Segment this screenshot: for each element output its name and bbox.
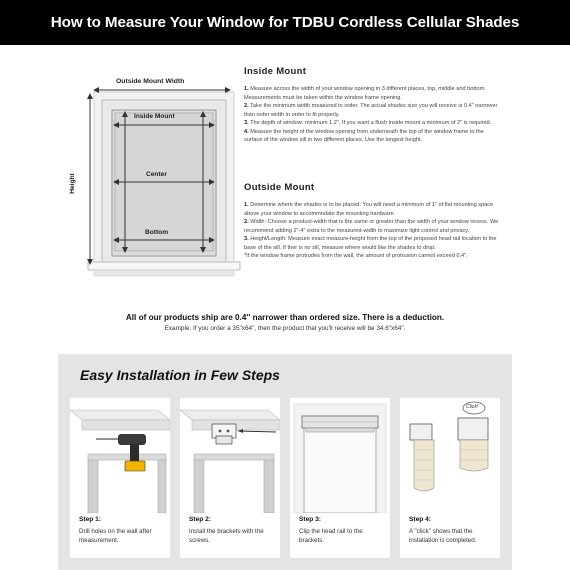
click-illustration [400, 398, 500, 513]
inside-mount-title: Inside Mount [244, 66, 307, 77]
step-text: A "click" shows that the installation is completed. [409, 528, 477, 544]
bracket-illustration [180, 398, 280, 513]
inside-mount-label: Inside Mount [134, 113, 175, 120]
installation-steps [70, 398, 500, 570]
outside-mount-item: 1. Determine where the shades is to be placed. You will need a minimum of 1" of flat mounting space above your window to accommodate the mounting hardware. [244, 202, 494, 217]
bottom-label: Bottom [145, 229, 169, 236]
outside-mount-item: 2. Width: Choose a product-width that is the same or greater than the width of your window recess. We recommend adding 2"-4" extra to the measured-width to maximize light control and privacy. [244, 219, 499, 234]
installation-panel [58, 354, 512, 570]
window-diagram [68, 62, 246, 292]
step-label: Step 4: [409, 516, 431, 523]
step-label: Step 1: [79, 516, 101, 523]
center-label: Center [146, 171, 167, 178]
inside-mount-item: 1. Measure across the width of your window opening in 3 different places, top, middle and bottom. Measurements must be taken within the window frame opening. [244, 86, 486, 101]
inside-mount-item: 3. The depth of window: minimum 1.2", If you want a flush inside mount a minimum of 2" is required. [244, 120, 492, 126]
page-title: How to Measure Your Window for TDBU Cordless Cellular Shades [50, 14, 520, 31]
step-text: Drill holes on the wall after measurement. [79, 528, 152, 544]
outside-mount-footnote: *If the window frame protrudes from the wall, the amount of protrusion cannot exceed 0.4". [244, 253, 468, 259]
step-card-1 [70, 398, 170, 558]
step-label: Step 3: [299, 516, 321, 523]
click-bubble-text: Click! [466, 404, 479, 410]
step-card-4 [400, 398, 500, 558]
drill-illustration [70, 398, 170, 513]
step-card-3 [290, 398, 390, 558]
installation-title: Easy Installation in Few Steps [80, 367, 280, 383]
narrower-notice: All of our products ship are 0.4'' narrower than ordered size. There is a deduction. [125, 313, 445, 322]
step-text: Clip the head rail to the brackets. [299, 528, 363, 544]
outside-mount-section [244, 182, 502, 261]
size-example: Example: If you order a 35"x64", then the product that you'll receive will be 34.6"x64". [164, 325, 406, 332]
step-label: Step 2: [189, 516, 211, 523]
headrail-illustration [290, 398, 390, 513]
inside-mount-section [244, 66, 502, 145]
step-text: Install the brackets with the screws. [189, 528, 264, 544]
outside-width-label: Outside Mount Width [116, 78, 185, 85]
height-label: Height [68, 173, 76, 194]
outside-mount-title: Outside Mount [244, 182, 315, 193]
inside-mount-item: 4. Measure the height of the window opening from underneath the top of the window frame to the surface of the window sill in two different places. Use the longest height. [244, 128, 484, 143]
page-header [0, 0, 570, 45]
inside-mount-item: 2. Take the minimum width measured to order. The actual shades size you will receive is 0.4" narrower than order width in order to fit properly. [244, 103, 498, 118]
outside-mount-item: 3. Height/Length: Measure exact measure-height from the top of the proposed head rail location to the base of the sill. If ther is no sill, measure where would like the shades to drop. [244, 236, 497, 251]
step-card-2 [180, 398, 280, 558]
